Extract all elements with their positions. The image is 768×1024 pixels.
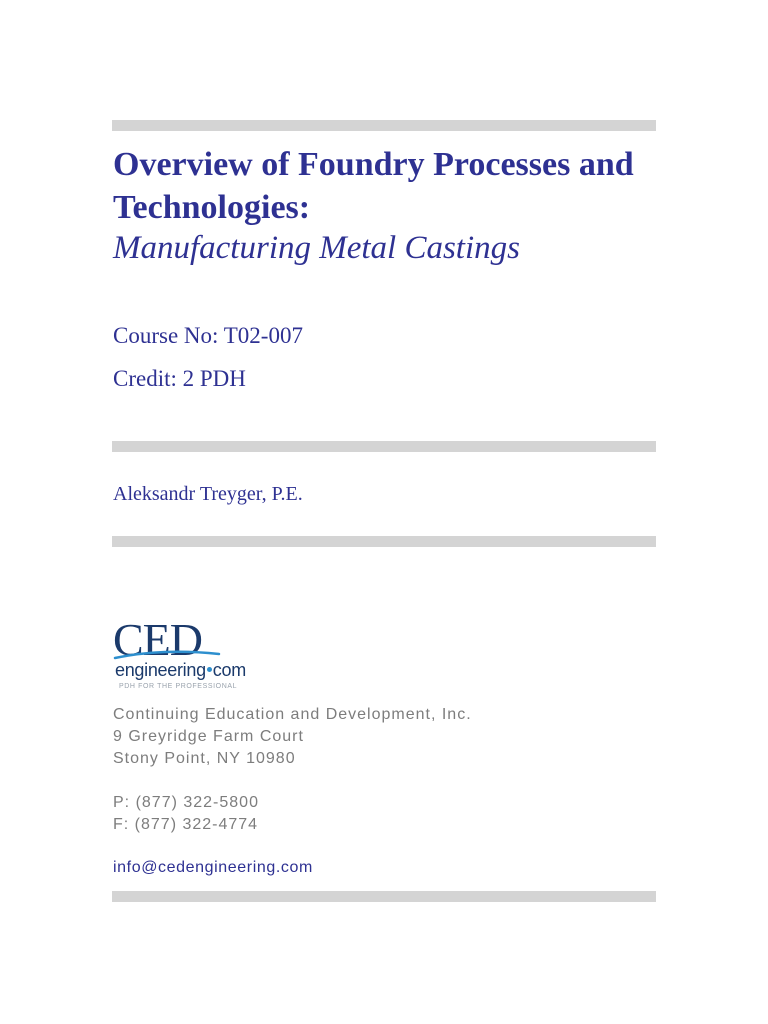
logo-wordmark: CED — [113, 614, 202, 665]
document-subtitle: Manufacturing Metal Castings — [113, 230, 520, 266]
logo-domain — [115, 660, 246, 680]
divider-rule — [112, 536, 656, 547]
logo-tagline: PDH FOR THE PROFESSIONAL — [119, 683, 238, 690]
company-address — [113, 704, 472, 770]
document-title: Overview of Foundry Processes and Technologies: — [113, 146, 634, 226]
divider-rule — [112, 120, 656, 131]
address-street: 9 Greyridge Farm Court — [113, 728, 304, 745]
email-link[interactable]: info@cedengineering.com — [113, 859, 313, 876]
course-number: Course No: T02-007 — [113, 323, 303, 348]
company-name: Continuing Education and Development, Inc. — [113, 706, 472, 723]
author-name: Aleksandr Treyger, P.E. — [113, 483, 303, 505]
logo-dot-icon — [207, 667, 212, 672]
divider-rule — [112, 441, 656, 452]
address-city: Stony Point, NY 10980 — [113, 750, 296, 767]
course-credit: Credit: 2 PDH — [113, 366, 246, 391]
logo-domain-name: engineering — [115, 660, 206, 680]
company-phone-fax — [113, 792, 259, 836]
logo-domain-tld: com — [212, 660, 246, 680]
divider-rule — [112, 891, 656, 902]
ced-engineering-logo — [113, 616, 273, 692]
phone-number: P: (877) 322-5800 — [113, 794, 259, 811]
fax-number: F: (877) 322-4774 — [113, 816, 259, 833]
